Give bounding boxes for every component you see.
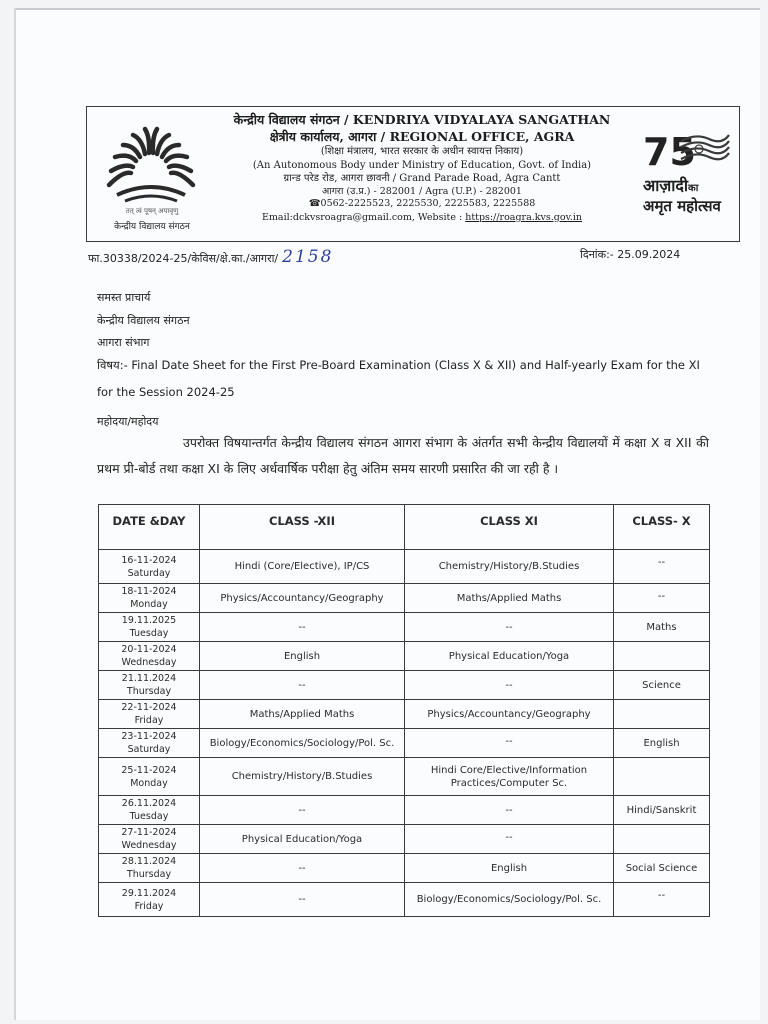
date-day-cell — [99, 550, 200, 584]
azadi-ka-amrit-mahotsav-logo — [641, 125, 733, 235]
exam-day: Friday — [134, 715, 164, 726]
class-x-subject: -- — [614, 584, 710, 613]
reference-number — [88, 247, 333, 267]
svg-text:75: 75 — [643, 130, 696, 174]
class-xi-subject: -- — [405, 613, 614, 642]
exam-day: Thursday — [126, 686, 172, 697]
body-paragraph: उपरोक्त विषयान्तर्गत केन्द्रीय विद्यालय संगठन आगरा संभाग के अंतर्गत सभी केन्द्रीय विद्यालयों में कक्षा X व XII की प्रथम प्री-बोर्ड तथा कक्षा XI के लिए अर्धवार्षिक परीक्षा हेतु अंतिम समय सारणी प्रसारित की जा रही है । — [97, 435, 709, 476]
amrit-mahotsav-text: अमृत महोत्सव — [643, 197, 721, 215]
header-date-day: DATE &DAY — [99, 505, 200, 550]
date-day-cell — [99, 758, 200, 796]
page-edge-left — [14, 8, 16, 1020]
subject-text: Final Date Sheet for the First Pre-Board Examination (Class X & XII) and Half-yearly Exam for the XI for the Session 2024-25 — [97, 358, 700, 399]
table-row — [99, 796, 710, 825]
class-x-subject — [614, 642, 710, 671]
date-value: 25.09.2024 — [617, 248, 681, 261]
table-row — [99, 729, 710, 758]
date-day-cell — [99, 854, 200, 883]
table-row — [99, 883, 710, 917]
table-row — [99, 700, 710, 729]
exam-day: Tuesday — [129, 811, 169, 822]
date-day-cell — [99, 825, 200, 854]
class-x-subject: Social Science — [614, 854, 710, 883]
class-x-subject — [614, 825, 710, 854]
class-xii-subject: -- — [200, 796, 405, 825]
class-x-subject: Science — [614, 671, 710, 700]
class-x-subject: Maths — [614, 613, 710, 642]
office-phone: ☎0562-2225523, 2225530, 2225583, 2225588 — [308, 198, 536, 209]
page-edge-top — [14, 8, 760, 10]
exam-date: 25-11-2024 — [121, 764, 177, 776]
exam-date: 20-11-2024 — [121, 644, 177, 655]
office-email: Email:dckvsroagra@gmail.com, Website : — [261, 211, 466, 223]
flag-75-icon — [641, 125, 731, 177]
table-row — [99, 671, 710, 700]
exam-date: 19.11.2025 — [121, 615, 177, 626]
class-xii-subject: -- — [200, 671, 405, 700]
exam-date: 21.11.2024 — [121, 673, 177, 684]
class-xi-subject: Physics/Accountancy/Geography — [405, 700, 614, 729]
exam-day: Wednesday — [121, 840, 177, 851]
class-xii-subject: Maths/Applied Maths — [200, 700, 405, 729]
table-row — [99, 825, 710, 854]
date-label: दिनांक:- — [580, 248, 614, 261]
letter-date — [580, 247, 680, 262]
file-number: फा.30338/2024-25/केविस/क्षे.का./आगरा/ — [88, 252, 279, 265]
exam-day: Monday — [130, 777, 168, 789]
subject — [97, 352, 717, 406]
exam-date: 27-11-2024 — [121, 827, 177, 838]
class-xii-subject: -- — [200, 854, 405, 883]
azadi-text: आज़ादीका — [643, 176, 699, 195]
date-day-cell — [99, 729, 200, 758]
header-class-x: CLASS- X — [614, 505, 710, 550]
class-xi-subject: Chemistry/History/B.Studies — [405, 550, 614, 584]
handwritten-dispatch-number: 2158 — [282, 247, 334, 267]
header-class-xi: CLASS XI — [405, 505, 614, 550]
kvs-logo — [93, 115, 211, 237]
date-day-cell — [99, 671, 200, 700]
table-row — [99, 550, 710, 584]
exam-date: 23-11-2024 — [121, 731, 177, 742]
exam-day: Tuesday — [129, 628, 169, 639]
class-x-subject — [614, 700, 710, 729]
table-row — [99, 613, 710, 642]
exam-date: 16-11-2024 — [121, 554, 177, 566]
date-day-cell — [99, 796, 200, 825]
class-xii-subject: -- — [200, 883, 405, 917]
exam-day: Monday — [130, 599, 168, 610]
exam-date: 22-11-2024 — [121, 702, 177, 713]
date-day-cell — [99, 613, 200, 642]
addressee-line-3: आगरा संभाग — [97, 336, 150, 349]
table-row — [99, 642, 710, 671]
office-city-pin: आगरा (उ.प्र.) - 282001 / Agra (U.P.) - 282001 — [322, 185, 522, 197]
class-xii-subject: Physics/Accountancy/Geography — [200, 584, 405, 613]
table-row — [99, 584, 710, 613]
org-status-english: (An Autonomous Body under Ministry of Education, Govt. of India) — [252, 159, 592, 171]
class-x-subject — [614, 758, 710, 796]
class-xii-subject: -- — [200, 613, 405, 642]
sun-rays-icon — [101, 115, 201, 207]
exam-day: Thursday — [126, 869, 172, 880]
date-day-cell — [99, 584, 200, 613]
office-name: क्षेत्रीय कार्यालय, आगरा / REGIONAL OFFICE, AGRA — [269, 129, 575, 144]
addressee-line-2: केन्द्रीय विद्यालय संगठन — [97, 314, 190, 327]
class-xii-subject: Hindi (Core/Elective), IP/CS — [200, 550, 405, 584]
class-xii-subject: Biology/Economics/Sociology/Pol. Sc. — [200, 729, 405, 758]
class-xi-subject: English — [405, 854, 614, 883]
date-sheet-table — [98, 504, 710, 917]
org-name: केन्द्रीय विद्यालय संगठन / KENDRIYA VIDYALAYA SANGATHAN — [233, 112, 611, 127]
header-class-xii: CLASS -XII — [200, 505, 405, 550]
office-website-link[interactable]: https://roagra.kvs.gov.in — [465, 211, 582, 223]
class-xii-subject: Chemistry/History/B.Studies — [200, 758, 405, 796]
exam-date: 28.11.2024 — [121, 856, 177, 867]
class-xi-subject: Hindi Core/Elective/Information Practices/Computer Sc. — [405, 758, 614, 796]
class-x-subject: -- — [614, 883, 710, 917]
table-header-row — [99, 505, 710, 550]
exam-day: Friday — [134, 900, 164, 912]
exam-date: 29.11.2024 — [121, 887, 177, 899]
exam-date: 26.11.2024 — [121, 798, 177, 809]
table-body — [99, 550, 710, 917]
table-row — [99, 854, 710, 883]
date-day-cell — [99, 700, 200, 729]
table-row — [99, 758, 710, 796]
exam-date: 18-11-2024 — [121, 586, 177, 597]
class-x-subject: English — [614, 729, 710, 758]
letterhead-text — [217, 111, 627, 224]
exam-day: Saturday — [127, 744, 171, 755]
class-xi-subject: -- — [405, 825, 614, 854]
exam-day: Wednesday — [121, 657, 177, 668]
class-x-subject: Hindi/Sanskrit — [614, 796, 710, 825]
office-address: ग्रान्ड परेड रोड, आगरा छावनी / Grand Parade Road, Agra Cantt — [283, 173, 561, 184]
class-xi-subject: -- — [405, 729, 614, 758]
office-contact — [217, 211, 627, 224]
class-xii-subject: Physical Education/Yoga — [200, 825, 405, 854]
class-xi-subject: Physical Education/Yoga — [405, 642, 614, 671]
class-xi-subject: Maths/Applied Maths — [405, 584, 614, 613]
letterhead — [86, 106, 740, 242]
class-x-subject: -- — [614, 550, 710, 584]
org-status-hindi: (शिक्षा मंत्रालय, भारत सरकार के अधीन स्वायत्त निकाय) — [320, 146, 524, 157]
class-xi-subject: -- — [405, 671, 614, 700]
date-day-cell — [99, 883, 200, 917]
salutation: महोदया/महोदय — [97, 415, 159, 428]
addressee-line-1: समस्त प्राचार्य — [97, 291, 151, 304]
class-xi-subject: Biology/Economics/Sociology/Pol. Sc. — [405, 883, 614, 917]
date-day-cell — [99, 642, 200, 671]
subject-label: विषय:- — [97, 358, 128, 372]
logo-caption: केन्द्रीय विद्यालय संगठन — [114, 222, 190, 232]
class-xi-subject: -- — [405, 796, 614, 825]
logo-motto: तत् त्वं पूषन् अपावृणु — [125, 207, 179, 215]
class-xii-subject: English — [200, 642, 405, 671]
exam-day: Saturday — [127, 567, 171, 579]
